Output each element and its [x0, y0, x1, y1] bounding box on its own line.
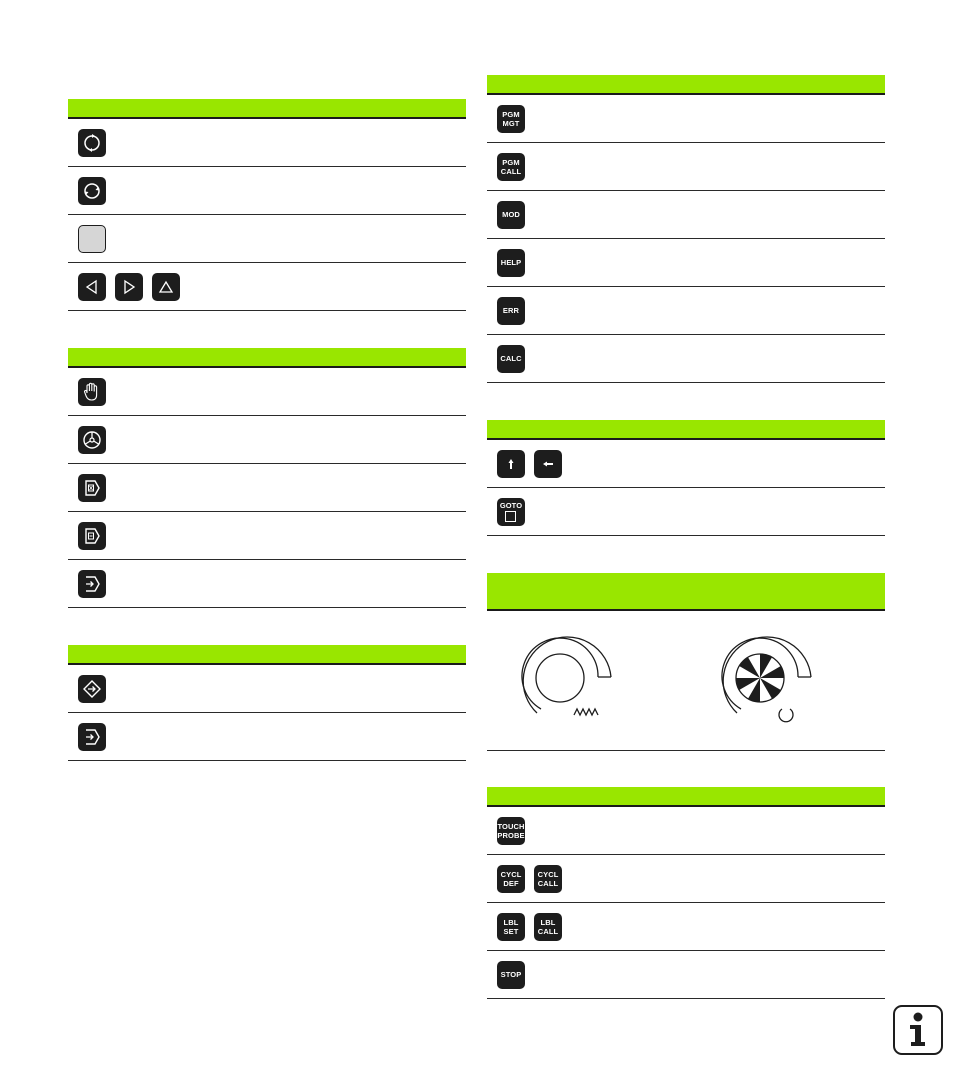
- row-navigation-arrows: [487, 440, 885, 488]
- panel-machine-modes: [68, 348, 466, 608]
- row-single-block: [68, 512, 466, 560]
- row-touch-probe: [487, 807, 885, 855]
- single-block-icon[interactable]: [78, 522, 106, 550]
- row-pgm-call: [487, 143, 885, 191]
- spindle-speed-override-knob[interactable]: [712, 627, 822, 727]
- key-label: CALC: [500, 354, 522, 363]
- key-label: PGM MGT: [502, 109, 520, 128]
- goto-box-icon: [505, 511, 516, 522]
- manual-operation-hand-icon[interactable]: [78, 378, 106, 406]
- err-key[interactable]: [497, 297, 525, 325]
- lbl-call-key[interactable]: [534, 913, 562, 941]
- panel-programming-modes: [68, 645, 466, 761]
- key-label: PGM CALL: [500, 157, 522, 176]
- electronic-handwheel-icon[interactable]: [78, 426, 106, 454]
- positioning-mdi-icon[interactable]: [78, 474, 106, 502]
- key-label: CYCL CALL: [537, 869, 559, 888]
- key-label: LBL SET: [503, 917, 519, 936]
- arrow-left-icon[interactable]: [78, 273, 106, 301]
- panel-header: [68, 99, 466, 119]
- key-label: MOD: [502, 210, 520, 219]
- row-softkey-switch: [68, 167, 466, 215]
- screen-layout-cycle-icon[interactable]: [78, 129, 106, 157]
- key-label: LBL CALL: [537, 917, 559, 936]
- panel-header: [68, 645, 466, 665]
- panel-header: [487, 573, 885, 611]
- stop-key[interactable]: [497, 961, 525, 989]
- test-run-icon[interactable]: [78, 723, 106, 751]
- calc-key[interactable]: [497, 345, 525, 373]
- row-cycles: [487, 855, 885, 903]
- cycl-def-key[interactable]: [497, 865, 525, 893]
- full-sequence-icon[interactable]: [78, 570, 106, 598]
- row-mod: [487, 191, 885, 239]
- row-pgm-mgt: [487, 95, 885, 143]
- key-label: ERR: [502, 306, 520, 315]
- key-label: CYCL DEF: [500, 869, 522, 888]
- softkey-switch-icon[interactable]: [78, 177, 106, 205]
- panel-navigation: [487, 420, 885, 536]
- arrow-right-icon[interactable]: [115, 273, 143, 301]
- row-test-run: [68, 713, 466, 761]
- help-key[interactable]: [497, 249, 525, 277]
- row-programming-editing: [68, 665, 466, 713]
- arrow-up-icon[interactable]: [152, 273, 180, 301]
- row-arrow-keys: [68, 263, 466, 311]
- row-manual-operation: [68, 368, 466, 416]
- panel-header: [487, 787, 885, 807]
- row-screen-layout: [68, 119, 466, 167]
- lbl-set-key[interactable]: [497, 913, 525, 941]
- key-label: STOP: [500, 970, 522, 979]
- pgm-call-key[interactable]: [497, 153, 525, 181]
- highlight-left-icon[interactable]: [534, 450, 562, 478]
- row-err: [487, 287, 885, 335]
- row-override-knobs: [487, 611, 885, 751]
- panel-cycles-labels: [487, 787, 885, 999]
- key-label: HELP: [500, 258, 522, 267]
- panel-override-knobs: [487, 573, 885, 751]
- highlight-up-icon[interactable]: [497, 450, 525, 478]
- row-electronic-handwheel: [68, 416, 466, 464]
- panel-header: [487, 75, 885, 95]
- info-icon: [893, 1005, 943, 1055]
- touch-probe-key[interactable]: [497, 817, 525, 845]
- row-goto: [487, 488, 885, 536]
- row-stop: [487, 951, 885, 999]
- row-positioning-mdi: [68, 464, 466, 512]
- key-label: GOTO: [499, 501, 523, 510]
- row-calc: [487, 335, 885, 383]
- goto-key[interactable]: [497, 498, 525, 526]
- row-blank-key: [68, 215, 466, 263]
- panel-screen-keys: [68, 99, 466, 311]
- row-full-sequence: [68, 560, 466, 608]
- key-label: TOUCH PROBE: [497, 821, 525, 840]
- pgm-mgt-key[interactable]: [497, 105, 525, 133]
- panel-program-functions: [487, 75, 885, 383]
- blank-key[interactable]: [78, 225, 106, 253]
- row-help: [487, 239, 885, 287]
- mod-key[interactable]: [497, 201, 525, 229]
- programming-editing-icon[interactable]: [78, 675, 106, 703]
- row-labels: [487, 903, 885, 951]
- cycl-call-key[interactable]: [534, 865, 562, 893]
- feed-rate-override-knob[interactable]: [512, 627, 622, 727]
- panel-header: [487, 420, 885, 440]
- panel-header: [68, 348, 466, 368]
